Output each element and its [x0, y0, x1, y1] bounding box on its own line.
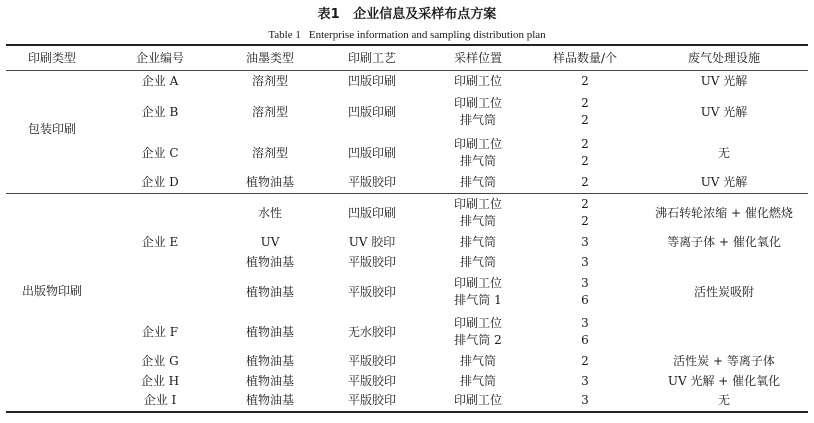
- treatment-cell: 沸石转轮浓缩 + 催化燃烧: [655, 206, 793, 220]
- header-ink-type: 油墨类型: [245, 51, 294, 65]
- enterprise-id: 企业 D: [141, 175, 179, 189]
- sampling-location-cell: 排气筒: [459, 354, 496, 368]
- print-process-cell: 无水胶印: [347, 325, 396, 339]
- sample-count-cell: 2: [581, 137, 589, 151]
- sample-count-cell: 3: [581, 316, 589, 330]
- ink-type-cell: UV: [260, 235, 280, 249]
- print-type-publication: 出版物印刷: [21, 284, 82, 298]
- sample-count-cell: 3: [581, 393, 589, 407]
- sampling-location-cell: 排气筒: [459, 214, 496, 228]
- ink-type-cell: 植物油基: [245, 393, 294, 407]
- ink-type-cell: 植物油基: [245, 374, 294, 388]
- treatment-cell: 活性炭 + 等离子体: [673, 354, 775, 368]
- sampling-location-cell: 印刷工位: [453, 393, 502, 407]
- sampling-location-cell: 排气筒: [459, 255, 496, 269]
- sampling-location-cell: 印刷工位: [453, 137, 502, 151]
- enterprise-id: 企业 G: [141, 354, 179, 368]
- bottom-rule: [6, 411, 808, 413]
- treatment-cell: UV 光解: [700, 175, 748, 189]
- print-process-cell: 平版胶印: [347, 393, 396, 407]
- ink-type-cell: 溶剂型: [251, 74, 288, 88]
- print-process-cell: 平版胶印: [347, 354, 396, 368]
- print-process-cell: 平版胶印: [347, 374, 396, 388]
- ink-type-cell: 溶剂型: [251, 146, 288, 160]
- header-print-type: 印刷类型: [27, 51, 76, 65]
- sampling-location-cell: 印刷工位: [453, 276, 502, 290]
- sample-count-cell: 3: [581, 374, 589, 388]
- table-number-en: Table 1: [268, 29, 301, 41]
- sampling-location-cell: 排气筒: [459, 374, 496, 388]
- print-process-cell: 凹版印刷: [347, 105, 396, 119]
- ink-type-cell: 植物油基: [245, 285, 294, 299]
- print-process-cell: 凹版印刷: [347, 74, 396, 88]
- ink-type-cell: 植物油基: [245, 325, 294, 339]
- ink-type-cell: 溶剂型: [251, 105, 288, 119]
- table-title-en-text: Enterprise information and sampling distribution plan: [308, 29, 546, 41]
- treatment-cell: UV 光解: [700, 74, 748, 88]
- sampling-location-cell: 排气筒: [459, 154, 496, 168]
- sampling-location-cell: 排气筒 2: [454, 333, 502, 347]
- print-type-packaging: 包装印刷: [27, 122, 76, 136]
- enterprise-id: 企业 I: [143, 393, 177, 407]
- group-separator-rule: [6, 193, 808, 194]
- sampling-location-cell: 印刷工位: [453, 96, 502, 110]
- enterprise-id: 企业 C: [141, 146, 179, 160]
- sample-count-cell: 2: [581, 214, 589, 228]
- print-process-cell: 凹版印刷: [347, 146, 396, 160]
- print-process-cell: 平版胶印: [347, 255, 396, 269]
- enterprise-id: 企业 H: [140, 374, 180, 388]
- table-number-cn: 表1: [317, 7, 340, 22]
- treatment-cell: 无: [717, 393, 730, 407]
- print-process-cell: 平版胶印: [347, 175, 396, 189]
- sampling-location-cell: 印刷工位: [453, 316, 502, 330]
- sample-count-cell: 6: [581, 333, 589, 347]
- sample-count-cell: 3: [581, 276, 589, 290]
- print-process-cell: UV 胶印: [348, 235, 396, 249]
- enterprise-id: 企业 A: [141, 74, 179, 88]
- sampling-location-cell: 排气筒: [459, 113, 496, 127]
- sample-count-cell: 2: [581, 74, 589, 88]
- enterprise-id: 企业 F: [141, 325, 179, 339]
- sample-count-cell: 3: [581, 235, 589, 249]
- treatment-cell: 无: [717, 146, 730, 160]
- header-sampling-location: 采样位置: [453, 51, 502, 65]
- sampling-location-cell: 印刷工位: [453, 74, 502, 88]
- sample-count-cell: 3: [581, 255, 589, 269]
- sample-count-cell: 6: [581, 293, 589, 307]
- header-treatment: 废气处理设施: [687, 51, 760, 65]
- header-sample-count: 样品数量/个: [552, 51, 618, 65]
- sample-count-cell: 2: [581, 197, 589, 211]
- table-title-cn: [0, 6, 814, 24]
- print-process-cell: 平版胶印: [347, 285, 396, 299]
- table-title-en: [0, 27, 814, 43]
- treatment-cell: UV 光解 + 催化氧化: [667, 374, 781, 388]
- ink-type-cell: 植物油基: [245, 255, 294, 269]
- top-rule: [6, 44, 808, 46]
- sampling-location-cell: 印刷工位: [453, 197, 502, 211]
- table-title-cn-text: 企业信息及采样布点方案: [353, 7, 497, 22]
- treatment-cell: UV 光解: [700, 105, 748, 119]
- sample-count-cell: 2: [581, 96, 589, 110]
- header-rule: [6, 70, 808, 71]
- header-enterprise-id: 企业编号: [135, 51, 184, 65]
- enterprise-id: 企业 B: [141, 105, 179, 119]
- ink-type-cell: 植物油基: [245, 175, 294, 189]
- header-print-process: 印刷工艺: [347, 51, 396, 65]
- sampling-location-cell: 排气筒: [459, 235, 496, 249]
- sampling-location-cell: 排气筒 1: [454, 293, 502, 307]
- ink-type-cell: 植物油基: [245, 354, 294, 368]
- sampling-location-cell: 排气筒: [459, 175, 496, 189]
- sample-count-cell: 2: [581, 154, 589, 168]
- treatment-cell-shared: 活性炭吸附: [693, 285, 754, 299]
- sample-count-cell: 2: [581, 354, 589, 368]
- print-process-cell: 凹版印刷: [347, 206, 396, 220]
- ink-type-cell: 水性: [257, 206, 282, 220]
- treatment-cell: 等离子体 + 催化氧化: [667, 235, 781, 249]
- enterprise-id: 企业 E: [141, 235, 179, 249]
- sample-count-cell: 2: [581, 113, 589, 127]
- sample-count-cell: 2: [581, 175, 589, 189]
